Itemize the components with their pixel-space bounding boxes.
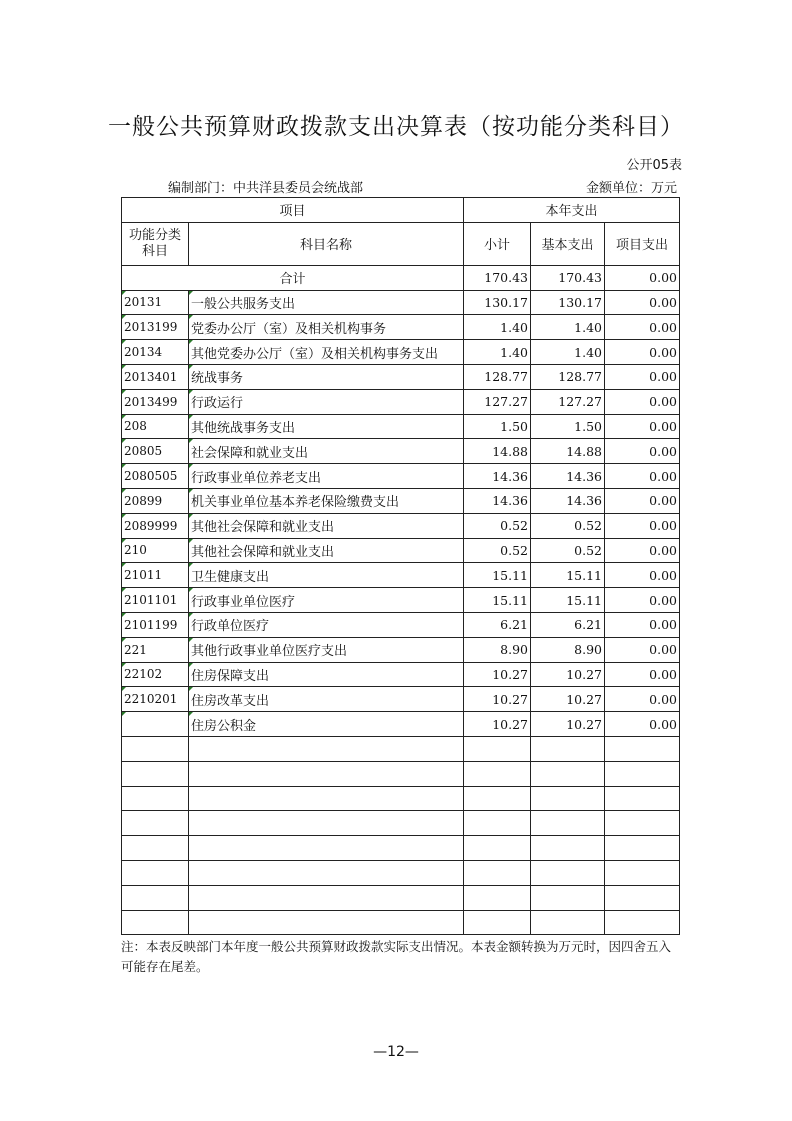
empty-cell (464, 910, 531, 935)
row-basic: 1.40 (531, 340, 605, 365)
row-subtotal: 10.27 (464, 687, 531, 712)
page-number: —12— (373, 1044, 419, 1060)
row-basic: 1.40 (531, 315, 605, 340)
row-code: 22102 (122, 662, 189, 687)
table-row (122, 612, 680, 637)
row-subtotal: 14.36 (464, 464, 531, 489)
row-basic: 1.50 (531, 414, 605, 439)
total-basic: 170.43 (531, 265, 605, 290)
row-code: 20899 (122, 488, 189, 513)
empty-row (122, 761, 680, 786)
row-basic: 0.52 (531, 538, 605, 563)
row-project: 0.00 (605, 612, 680, 637)
table-row (122, 563, 680, 588)
table-row (122, 538, 680, 563)
header-row-1 (122, 198, 680, 223)
empty-row (122, 786, 680, 811)
form-number: 公开05表 (626, 158, 682, 173)
row-name: 住房公积金 (189, 712, 464, 737)
empty-cell (189, 836, 464, 861)
empty-cell (122, 836, 189, 861)
row-project: 0.00 (605, 488, 680, 513)
row-name: 卫生健康支出 (189, 563, 464, 588)
empty-cell (189, 811, 464, 836)
row-basic: 8.90 (531, 637, 605, 662)
empty-cell (605, 836, 680, 861)
row-name: 其他统战事务支出 (189, 414, 464, 439)
row-project: 0.00 (605, 687, 680, 712)
header-code-line2: 科目 (141, 243, 168, 259)
row-subtotal: 1.40 (464, 340, 531, 365)
empty-cell (122, 786, 189, 811)
empty-cell (189, 860, 464, 885)
row-basic: 130.17 (531, 290, 605, 315)
row-name: 行政事业单位养老支出 (189, 464, 464, 489)
empty-cell (531, 736, 605, 761)
table-row (122, 290, 680, 315)
table-row (122, 588, 680, 613)
row-code: 2013199 (122, 315, 189, 340)
row-project: 0.00 (605, 563, 680, 588)
empty-row (122, 736, 680, 761)
row-project: 0.00 (605, 662, 680, 687)
row-subtotal: 1.50 (464, 414, 531, 439)
table-row (122, 414, 680, 439)
row-code: 21011 (122, 563, 189, 588)
row-name: 行政单位医疗 (189, 612, 464, 637)
row-basic: 15.11 (531, 563, 605, 588)
empty-cell (464, 786, 531, 811)
row-project: 0.00 (605, 315, 680, 340)
row-code: 20131 (122, 290, 189, 315)
row-code: 2080505 (122, 464, 189, 489)
row-subtotal: 14.36 (464, 488, 531, 513)
row-name: 统战事务 (189, 364, 464, 389)
row-project: 0.00 (605, 588, 680, 613)
total-row (122, 265, 680, 290)
empty-row (122, 885, 680, 910)
row-name: 行政事业单位医疗 (189, 588, 464, 613)
table-row (122, 389, 680, 414)
table-row (122, 315, 680, 340)
empty-cell (189, 885, 464, 910)
row-code: 208 (122, 414, 189, 439)
row-name: 党委办公厅（室）及相关机构事务 (189, 315, 464, 340)
row-name: 行政运行 (189, 389, 464, 414)
row-code: 2210201 (122, 687, 189, 712)
row-code: 2101101 (122, 588, 189, 613)
row-basic: 14.36 (531, 488, 605, 513)
empty-cell (605, 860, 680, 885)
footnote: 注：本表反映部门本年度一般公共预算财政拨款实际支出情况。本表金额转换为万元时，因四舍五入可能存在尾差。 (121, 939, 672, 974)
total-label: 合计 (122, 265, 464, 290)
empty-cell (605, 910, 680, 935)
row-subtotal: 10.27 (464, 662, 531, 687)
row-project: 0.00 (605, 389, 680, 414)
empty-cell (531, 885, 605, 910)
row-subtotal: 130.17 (464, 290, 531, 315)
empty-row (122, 910, 680, 935)
row-project: 0.00 (605, 414, 680, 439)
row-name: 其他行政事业单位医疗支出 (189, 637, 464, 662)
row-subtotal: 0.52 (464, 513, 531, 538)
row-basic: 127.27 (531, 389, 605, 414)
empty-cell (122, 811, 189, 836)
header-subtotal: 小计 (464, 222, 531, 265)
total-subtotal: 170.43 (464, 265, 531, 290)
empty-cell (531, 761, 605, 786)
empty-cell (605, 811, 680, 836)
empty-cell (605, 736, 680, 761)
row-project: 0.00 (605, 464, 680, 489)
empty-cell (122, 910, 189, 935)
table-row (122, 712, 680, 737)
row-subtotal: 6.21 (464, 612, 531, 637)
row-project: 0.00 (605, 364, 680, 389)
empty-cell (122, 860, 189, 885)
row-name: 其他党委办公厅（室）及相关机构事务支出 (189, 340, 464, 365)
row-basic: 15.11 (531, 588, 605, 613)
row-basic: 0.52 (531, 513, 605, 538)
table-row (122, 464, 680, 489)
row-name: 机关事业单位基本养老保险缴费支出 (189, 488, 464, 513)
empty-cell (531, 786, 605, 811)
row-code: 2013499 (122, 389, 189, 414)
row-subtotal: 8.90 (464, 637, 531, 662)
empty-row (122, 860, 680, 885)
row-subtotal: 128.77 (464, 364, 531, 389)
row-name: 住房保障支出 (189, 662, 464, 687)
row-subtotal: 15.11 (464, 588, 531, 613)
row-basic: 128.77 (531, 364, 605, 389)
unit-label: 金额单位：万元 (585, 181, 677, 196)
empty-row (122, 811, 680, 836)
table-row (122, 687, 680, 712)
empty-cell (464, 811, 531, 836)
expenditure-table (121, 197, 680, 935)
row-code: 2013401 (122, 364, 189, 389)
table-row (122, 662, 680, 687)
page-title: 一般公共预算财政拨款支出决算表（按功能分类科目） (108, 114, 684, 140)
row-code: 2089999 (122, 513, 189, 538)
row-subtotal: 0.52 (464, 538, 531, 563)
header-code-line1: 功能分类 (128, 227, 181, 243)
row-project: 0.00 (605, 538, 680, 563)
row-basic: 10.27 (531, 712, 605, 737)
empty-cell (464, 860, 531, 885)
empty-cell (605, 786, 680, 811)
row-basic: 6.21 (531, 612, 605, 637)
row-project: 0.00 (605, 340, 680, 365)
header-item: 项目 (122, 198, 464, 223)
department-label: 编制部门：中共洋县委员会统战部 (168, 181, 364, 196)
total-project: 0.00 (605, 265, 680, 290)
table-row (122, 439, 680, 464)
row-project: 0.00 (605, 513, 680, 538)
row-code: 20805 (122, 439, 189, 464)
row-subtotal: 10.27 (464, 712, 531, 737)
empty-cell (531, 836, 605, 861)
row-project: 0.00 (605, 290, 680, 315)
empty-cell (605, 761, 680, 786)
empty-cell (464, 836, 531, 861)
empty-cell (122, 761, 189, 786)
header-row-2 (122, 222, 680, 265)
row-code: 210 (122, 538, 189, 563)
header-basic: 基本支出 (531, 222, 605, 265)
row-basic: 14.88 (531, 439, 605, 464)
empty-cell (189, 761, 464, 786)
empty-cell (605, 885, 680, 910)
row-code: 2101199 (122, 612, 189, 637)
empty-cell (531, 811, 605, 836)
empty-cell (122, 736, 189, 761)
empty-row (122, 836, 680, 861)
row-basic: 10.27 (531, 662, 605, 687)
empty-cell (189, 786, 464, 811)
row-subtotal: 15.11 (464, 563, 531, 588)
row-project: 0.00 (605, 637, 680, 662)
row-basic: 10.27 (531, 687, 605, 712)
row-subtotal: 127.27 (464, 389, 531, 414)
empty-cell (189, 910, 464, 935)
empty-cell (122, 885, 189, 910)
row-project: 0.00 (605, 712, 680, 737)
row-subtotal: 14.88 (464, 439, 531, 464)
table-row (122, 488, 680, 513)
row-name: 住房改革支出 (189, 687, 464, 712)
table-row (122, 637, 680, 662)
empty-cell (531, 860, 605, 885)
header-code (122, 222, 189, 265)
row-code (122, 712, 189, 737)
empty-cell (464, 885, 531, 910)
table-row (122, 340, 680, 365)
row-name: 其他社会保障和就业支出 (189, 513, 464, 538)
row-name: 其他社会保障和就业支出 (189, 538, 464, 563)
header-project: 项目支出 (605, 222, 680, 265)
row-project: 0.00 (605, 439, 680, 464)
row-code: 221 (122, 637, 189, 662)
empty-cell (464, 761, 531, 786)
row-basic: 14.36 (531, 464, 605, 489)
table-row (122, 513, 680, 538)
empty-cell (464, 736, 531, 761)
header-name: 科目名称 (189, 222, 464, 265)
row-name: 社会保障和就业支出 (189, 439, 464, 464)
row-subtotal: 1.40 (464, 315, 531, 340)
row-code: 20134 (122, 340, 189, 365)
empty-cell (189, 736, 464, 761)
table-row (122, 364, 680, 389)
header-current-year: 本年支出 (464, 198, 680, 223)
empty-cell (531, 910, 605, 935)
row-name: 一般公共服务支出 (189, 290, 464, 315)
